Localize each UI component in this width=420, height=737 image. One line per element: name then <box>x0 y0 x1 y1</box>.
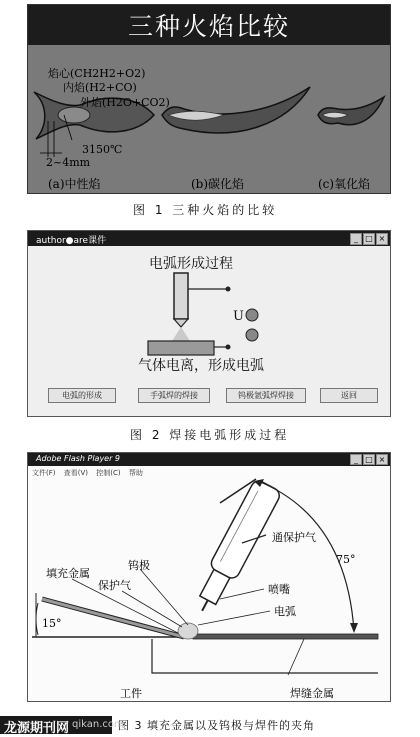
workpiece-label: 工件 <box>120 687 142 700</box>
oxidizing-flame-label: (c)氧化焰 <box>318 177 371 191</box>
distance-label: 2~4mm <box>46 156 91 169</box>
menu-help[interactable]: 帮助 <box>128 469 143 477</box>
workpiece-plate <box>148 341 214 355</box>
menu-file[interactable]: 文件(F) <box>32 469 56 477</box>
nozzle-label: 喷嘴 <box>268 583 290 596</box>
arc-glow <box>172 327 190 341</box>
figure1-title: 三种火焰比较 <box>127 12 290 41</box>
flame-comparison-figure <box>27 4 391 194</box>
arc-heading: 电弧形成过程 <box>149 256 233 272</box>
voltage-label: U <box>233 309 244 324</box>
menu-control[interactable]: 控制(C) <box>96 469 121 477</box>
electrode <box>174 273 188 319</box>
inner-flame-label: 内焰(H2+CO) <box>63 81 137 94</box>
weld-metal-label: 焊缝金属 <box>290 687 334 700</box>
temperature-label: 3150℃ <box>82 143 123 156</box>
inner-core-label: 焰心(CH2H2+O2) <box>48 67 146 80</box>
arc-glow <box>178 623 198 639</box>
return-button[interactable]: 返回 <box>320 388 378 403</box>
close-button[interactable]: × <box>376 233 388 245</box>
arc-subheading: 气体电离，形成电弧 <box>138 358 264 374</box>
positive-terminal <box>246 309 258 321</box>
weld-seam <box>193 634 378 639</box>
outer-flame-label: 外焰(H2O+CO2) <box>80 96 170 109</box>
arc-label: 电弧 <box>274 605 296 618</box>
tig-welding-button[interactable]: 钨极氩弧焊焊接 <box>226 388 306 403</box>
oxidizing-flame <box>318 97 384 125</box>
authorware-window <box>27 230 391 417</box>
figure3-caption: 图 3 填充金属以及钨极与焊件的夹角 <box>118 719 315 732</box>
angle-75-label: 75° <box>336 553 356 566</box>
flash-player-window <box>27 452 391 702</box>
shield-gas-label: 保护气 <box>98 579 131 592</box>
gas-flow-label: 通保护气 <box>272 531 316 544</box>
workpiece-outline <box>152 639 378 673</box>
maximize-button[interactable]: □ <box>363 233 375 245</box>
carburizing-flame-label: (b)碳化焰 <box>191 177 245 191</box>
maximize-button[interactable]: □ <box>363 454 375 465</box>
arc-formation-button[interactable]: 电弧的形成 <box>48 388 116 403</box>
figure2-caption: 图 2 焊接电弧形成过程 <box>130 428 290 442</box>
minimize-button[interactable]: _ <box>350 233 362 245</box>
carburizing-flame <box>162 87 310 133</box>
filler-metal-label: 填充金属 <box>46 567 90 580</box>
window-title: author●are课件 <box>36 236 107 246</box>
tungsten-label: 钨极 <box>128 559 150 572</box>
manual-arc-welding-button[interactable]: 手弧焊的焊接 <box>138 388 210 403</box>
figure1-caption: 图 1 三种火焰的比较 <box>133 203 278 217</box>
minimize-button[interactable]: _ <box>350 454 362 465</box>
figure1-title-bar <box>28 5 390 45</box>
watermark-logo: 龙源期刊网 <box>4 721 70 736</box>
window-title: Adobe Flash Player 9 <box>36 454 121 463</box>
negative-terminal <box>246 329 258 341</box>
neutral-flame-label: (a)中性焰 <box>48 177 101 191</box>
arc-diagram <box>128 271 278 361</box>
angle-15-label: 15° <box>42 617 62 630</box>
menu-view[interactable]: 查看(V) <box>63 469 88 477</box>
close-button[interactable]: × <box>376 454 388 465</box>
tig-angle-diagram <box>28 477 390 701</box>
watermark-url: qikan.com <box>72 719 124 730</box>
